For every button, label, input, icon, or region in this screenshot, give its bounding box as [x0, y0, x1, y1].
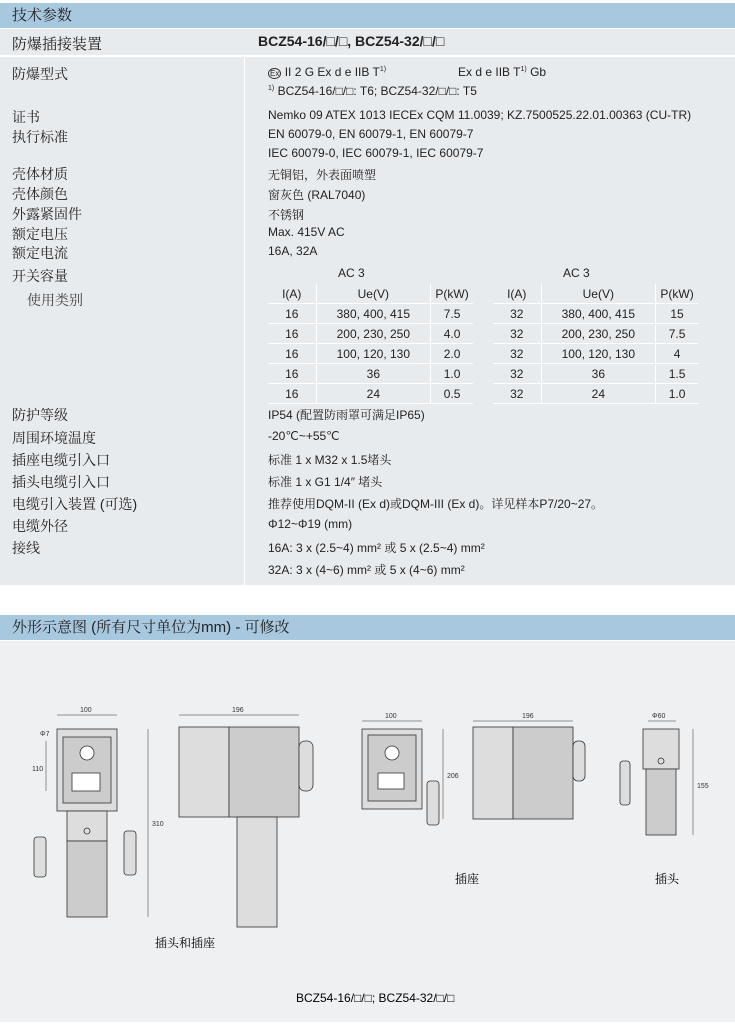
- drawing-plug: [620, 729, 679, 835]
- table-cell: 7.5: [656, 324, 698, 344]
- ex-type-line1: Ex II 2 G Ex d e IIB $T^{1)}$: [270, 65, 387, 79]
- table-cell: 380, 400, 415: [316, 304, 431, 324]
- dim-w1: 100: [80, 707, 92, 714]
- table-cell: 4: [656, 344, 698, 364]
- table-row: [268, 304, 473, 324]
- table-row: [268, 324, 473, 344]
- table-cell: 7.5: [431, 304, 473, 324]
- wiring-value-2: 32A: 3 x (4~6) mm² 或 5 x (4~6) mm²: [268, 563, 465, 577]
- table-cell: 36: [316, 364, 431, 384]
- label-voltage: 额定电压: [12, 226, 68, 242]
- color-value: 窗灰色 (RAL7040): [268, 188, 366, 202]
- wiring-value-1: 16A: 3 x (2.5~4) mm² 或 5 x (2.5~4) mm²: [268, 541, 485, 555]
- cable-gland-value: 推荐使用DQM-II (Ex d)或DQM-III (Ex d)。详见样本P7/20~27。: [268, 497, 604, 511]
- current-value: 16A, 32A: [268, 244, 318, 258]
- table-cell: 32: [493, 364, 541, 384]
- table-row: [268, 284, 473, 304]
- table-row: [268, 344, 473, 364]
- table-cell: 16: [268, 344, 316, 364]
- cert-value: Nemko 09 ATEX 1013 IECEx CQM 11.0039; KZ.7500525.22.01.00363 (CU-TR): [268, 108, 692, 122]
- table-cell: I(A): [268, 284, 316, 304]
- ex-type-line2: $^{1)}$ BCZ54-16/□/□: T6; BCZ54-32/□/□: T5: [268, 84, 477, 98]
- product-row: [0, 29, 735, 55]
- label-protection: 防护等级: [12, 407, 68, 423]
- table-cell: 24: [316, 384, 431, 404]
- switching-capacity-table: [493, 284, 698, 404]
- label-color: 壳体颜色: [12, 186, 68, 202]
- label-cable-dia: 电缆外径: [12, 518, 68, 534]
- label-material: 壳体材质: [12, 166, 68, 182]
- product-value: BCZ54-16/□/□, BCZ54-32/□/□: [258, 33, 445, 49]
- table-cell: 4.0: [431, 324, 473, 344]
- table-row: [268, 364, 473, 384]
- table-row: [493, 324, 698, 344]
- label-ex-type: 防爆型式: [12, 66, 68, 82]
- table-row: [493, 304, 698, 324]
- cable-dia-value: Φ12~Φ19 (mm): [268, 517, 353, 531]
- table-cell: Ue(V): [316, 284, 431, 304]
- ex-type-line1b: Ex d e IIB $T^{1)}$ Gb: [458, 65, 547, 79]
- table-cell: 200, 230, 250: [541, 324, 656, 344]
- table-cell: 15: [656, 304, 698, 324]
- table-cell: 0.5: [431, 384, 473, 404]
- table-cell: 16: [268, 364, 316, 384]
- table-cell: Ue(V): [541, 284, 656, 304]
- label-standard: 执行标准: [12, 129, 68, 145]
- drawing-side-view: [179, 727, 313, 927]
- table-cell: 32: [493, 304, 541, 324]
- ex-mark-icon: Ex: [270, 69, 280, 78]
- dim-w4: 196: [522, 713, 534, 720]
- drawing-socket: [362, 727, 585, 825]
- dim-h4: 155: [697, 783, 709, 790]
- product-label: 防爆插接装置: [12, 36, 103, 53]
- table-cell: 16: [268, 384, 316, 404]
- table-title: AC 3: [338, 266, 365, 280]
- table-cell: 36: [541, 364, 656, 384]
- label-category: 使用类别: [27, 292, 83, 308]
- label-capacity: 开关容量: [12, 268, 68, 284]
- table-cell: 32: [493, 384, 541, 404]
- voltage-value: Max. 415V AC: [268, 225, 345, 239]
- dim-w2: 196: [232, 707, 244, 714]
- label-cable-gland: 电缆引入装置 (可选): [12, 496, 138, 512]
- label-current: 额定电流: [12, 245, 68, 261]
- standard-value-1: EN 60079-0, EN 60079-1, EN 60079-7: [268, 127, 474, 141]
- label-cert: 证书: [12, 109, 40, 125]
- table-cell: 200, 230, 250: [316, 324, 431, 344]
- caption-plug: 插头: [655, 872, 680, 886]
- label-plug-entry: 插头电缆引入口: [12, 474, 110, 490]
- caption-models: BCZ54-16/□/□; BCZ54-32/□/□: [296, 991, 455, 1005]
- table-cell: 2.0: [431, 344, 473, 364]
- label-temp: 周围环境温度: [12, 430, 96, 446]
- label-socket-entry: 插座电缆引入口: [12, 452, 110, 468]
- table-row: [493, 284, 698, 304]
- switching-capacity-table: [268, 284, 473, 404]
- plug-entry-value: 标准 1 x G1 1/4″ 堵头: [268, 475, 383, 489]
- table-cell: 16: [268, 304, 316, 324]
- table-cell: 32: [493, 324, 541, 344]
- dimension-drawings: [0, 641, 735, 1022]
- table-cell: 24: [541, 384, 656, 404]
- section-header-tech-params: 技术参数: [0, 3, 735, 28]
- dim-h1: 110: [32, 766, 44, 773]
- socket-entry-value: 标准 1 x M32 x 1.5堵头: [268, 453, 392, 467]
- dim-w3: 100: [385, 713, 397, 720]
- table-cell: 100, 120, 130: [316, 344, 431, 364]
- dim-d2: Φ60: [652, 713, 666, 720]
- divider: [244, 57, 245, 585]
- table-cell: 1.0: [431, 364, 473, 384]
- drawing-panel: [0, 641, 735, 1022]
- dim-d1: Φ7: [40, 731, 50, 738]
- table-cell: 380, 400, 415: [541, 304, 656, 324]
- temp-value: -20℃~+55℃: [268, 429, 340, 443]
- table-cell: P(kW): [431, 284, 473, 304]
- table-cell: P(kW): [656, 284, 698, 304]
- table-cell: 32: [493, 344, 541, 364]
- standard-value-2: IEC 60079-0, IEC 60079-1, IEC 60079-7: [268, 146, 484, 160]
- table-cell: 1.5: [656, 364, 698, 384]
- table-cell: I(A): [493, 284, 541, 304]
- table-cell: 16: [268, 324, 316, 344]
- table-title: AC 3: [563, 266, 590, 280]
- drawing-plug-and-socket: [34, 729, 136, 917]
- table-row: [493, 344, 698, 364]
- caption-both: 插头和插座: [155, 936, 216, 950]
- dim-h2: 310: [152, 821, 164, 828]
- label-wiring: 接线: [12, 540, 40, 556]
- section-header-drawings: 外形示意图 (所有尺寸单位为mm) - 可修改: [0, 615, 735, 640]
- label-fasteners: 外露紧固件: [12, 206, 82, 222]
- caption-socket: 插座: [455, 872, 480, 886]
- table-row: [493, 384, 698, 404]
- table-cell: 100, 120, 130: [541, 344, 656, 364]
- table-cell: 1.0: [656, 384, 698, 404]
- table-row: [493, 364, 698, 384]
- protection-value: IP54 (配置防雨罩可满足IP65): [268, 408, 425, 422]
- dim-h3: 206: [447, 773, 459, 780]
- material-value: 无铜铝，外表面喷塑: [268, 168, 377, 182]
- fasteners-value: 不锈钢: [268, 208, 305, 222]
- table-row: [268, 384, 473, 404]
